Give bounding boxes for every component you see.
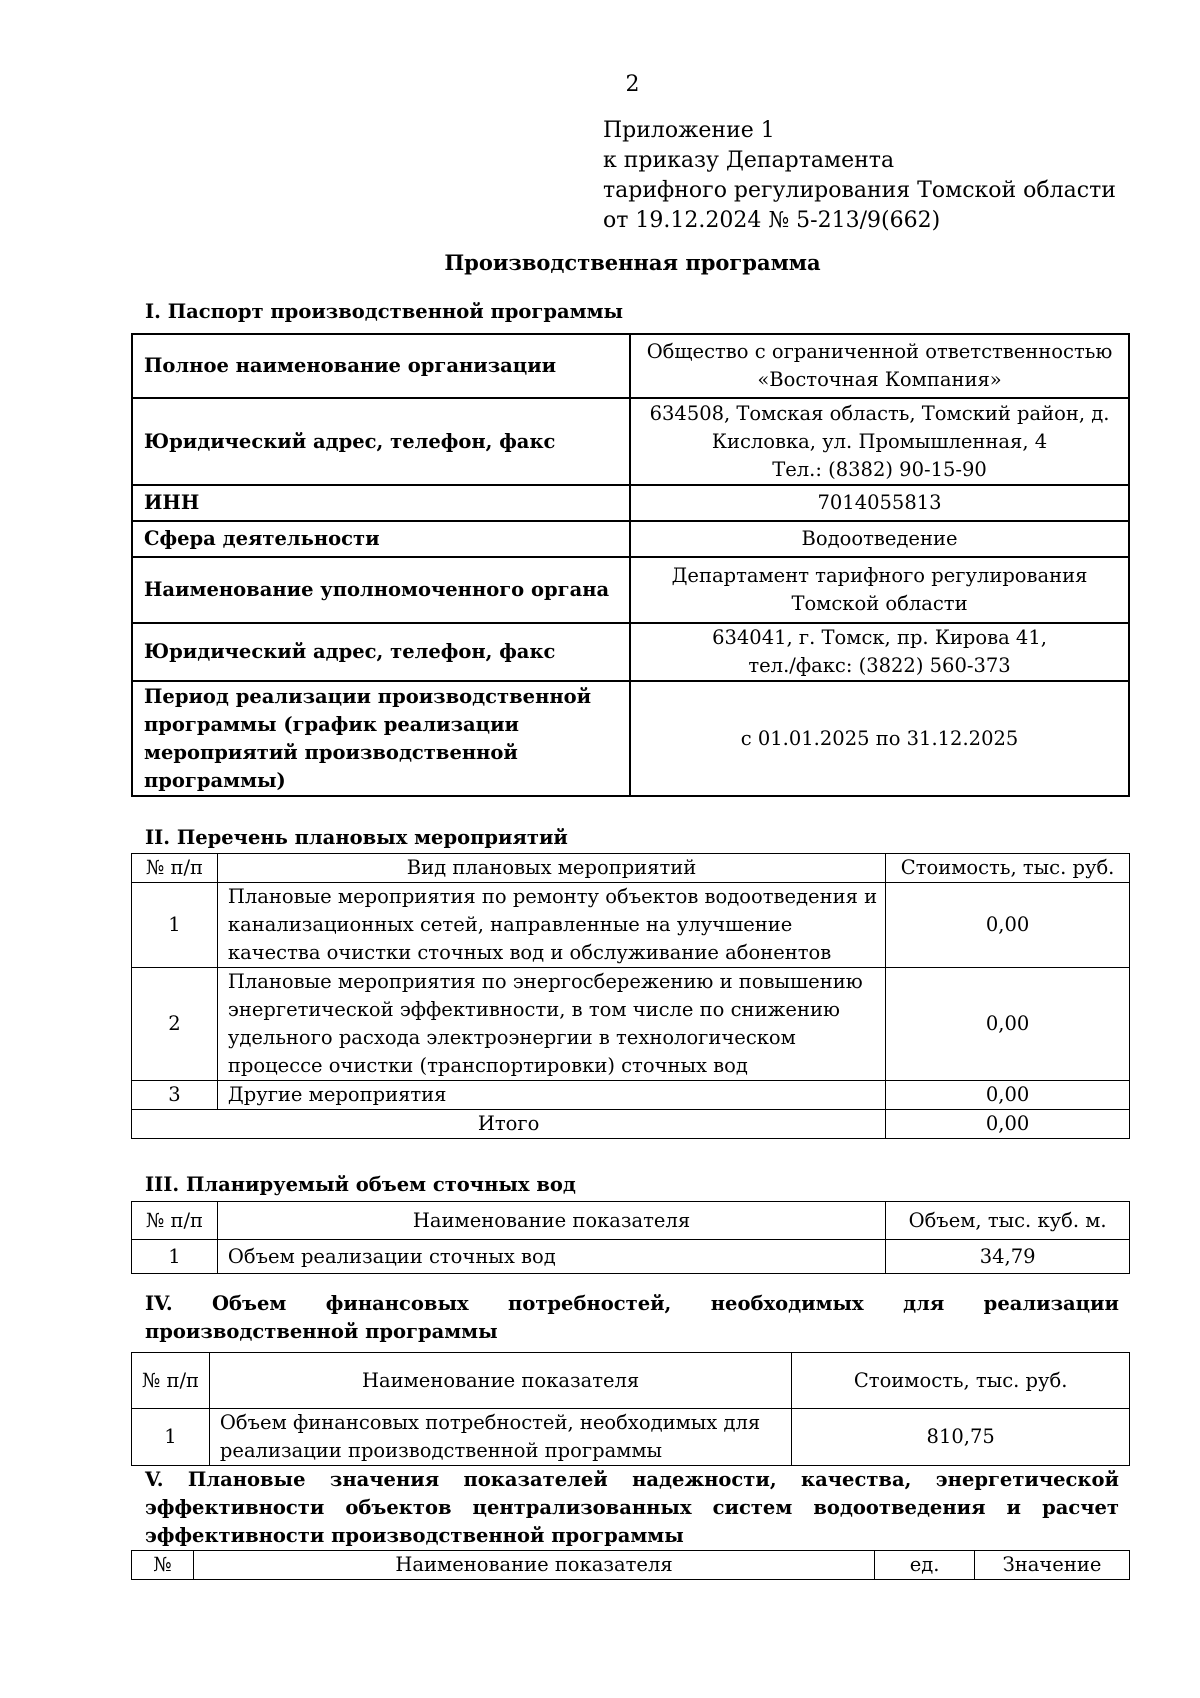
row-name bbox=[209, 1409, 791, 1466]
table-row bbox=[132, 1240, 1130, 1274]
row-value bbox=[630, 334, 1129, 398]
row-number: 3 bbox=[132, 1081, 218, 1110]
value-line: Департамент тарифного регулирования bbox=[671, 564, 1088, 587]
row-number: 2 bbox=[132, 968, 218, 1081]
row-name: Объем реализации сточных вод bbox=[217, 1240, 885, 1274]
value-line: Томской области bbox=[791, 592, 968, 615]
row-cost: 0,00 bbox=[886, 968, 1130, 1081]
label-line: мероприятий производственной bbox=[144, 740, 518, 764]
text-line: качества очистки сточных вод и обслуживание абонентов bbox=[227, 941, 832, 964]
column-header: Объем, тыс. куб. м. bbox=[886, 1202, 1130, 1240]
appendix-block bbox=[603, 116, 1116, 236]
column-header: Стоимость, тыс. руб. bbox=[886, 854, 1130, 883]
table-row bbox=[132, 681, 1129, 796]
table-row bbox=[132, 485, 1129, 521]
value-line: Тел.: (8382) 90-15-90 bbox=[772, 457, 987, 481]
table-row bbox=[132, 968, 1130, 1081]
column-header: Вид плановых мероприятий bbox=[217, 854, 885, 883]
row-value bbox=[630, 557, 1129, 623]
row-number: 1 bbox=[132, 1240, 218, 1274]
row-label: Юридический адрес, телефон, факс bbox=[132, 623, 630, 681]
text-line: процессе очистки (транспортировки) сточных вод bbox=[227, 1054, 748, 1077]
column-header: Стоимость, тыс. руб. bbox=[792, 1353, 1130, 1409]
text-line: Плановые мероприятия по энергосбережению и повышению bbox=[227, 970, 863, 993]
text-line: Объем финансовых потребностей, необходимых для bbox=[219, 1411, 761, 1434]
page-number: 2 bbox=[625, 72, 640, 97]
label-line: Период реализации производственной bbox=[144, 684, 592, 708]
row-number: 1 bbox=[132, 883, 218, 968]
table-row bbox=[132, 623, 1129, 681]
section-3-heading: III. Планируемый объем сточных вод bbox=[145, 1173, 576, 1196]
text-line: реализации производственной программы bbox=[219, 1439, 663, 1462]
table-header-row bbox=[132, 1551, 1130, 1580]
row-value bbox=[630, 398, 1129, 485]
row-label: Юридический адрес, телефон, факс bbox=[132, 398, 630, 485]
text-line: канализационных сетей, направленные на улучшение bbox=[227, 913, 793, 936]
row-value: 34,79 bbox=[886, 1240, 1130, 1274]
total-row bbox=[132, 1110, 1130, 1139]
indicators-table bbox=[131, 1550, 1130, 1580]
value-line: «Восточная Компания» bbox=[757, 368, 1002, 391]
label-line: программы) bbox=[144, 768, 286, 792]
value-line: Кисловка, ул. Промышленная, 4 bbox=[711, 429, 1048, 453]
row-label bbox=[132, 681, 630, 796]
text-line: Плановые мероприятия по ремонту объектов водоотведения и bbox=[227, 885, 878, 908]
table-row bbox=[132, 1081, 1130, 1110]
table-row bbox=[132, 521, 1129, 557]
appendix-line: к приказу Департамента bbox=[603, 148, 895, 173]
column-header: № п/п bbox=[132, 1202, 218, 1240]
document-title: Производственная программа bbox=[444, 250, 821, 275]
column-header: ед. bbox=[875, 1551, 975, 1580]
row-value bbox=[630, 681, 1129, 796]
row-value: 810,75 bbox=[792, 1409, 1130, 1466]
passport-table bbox=[131, 333, 1130, 797]
row-label: Полное наименование организации bbox=[132, 334, 630, 398]
appendix-line: Приложение 1 bbox=[603, 118, 775, 143]
table-header-row bbox=[132, 854, 1130, 883]
table-row bbox=[132, 557, 1129, 623]
value-line: Общество с ограниченной ответственностью bbox=[646, 340, 1113, 363]
appendix-line: от 19.12.2024 № 5-213/9(662) bbox=[603, 208, 941, 233]
column-header: № п/п bbox=[132, 1353, 210, 1409]
section-2-heading: II. Перечень плановых мероприятий bbox=[145, 826, 568, 849]
row-cost: 0,00 bbox=[886, 883, 1130, 968]
value-line: тел./факс: (3822) 560-373 bbox=[748, 654, 1011, 677]
row-value bbox=[630, 623, 1129, 681]
section-5-heading: V. Плановые значения показателей надежности, качества, энергетической эффективности объектов централизованных систем водоотведения и расчет эффективности производственной программы bbox=[145, 1468, 1119, 1547]
total-value: 0,00 bbox=[886, 1110, 1130, 1139]
row-value bbox=[630, 521, 1129, 557]
section-1-heading: I. Паспорт производственной программы bbox=[145, 300, 624, 323]
column-header: № п/п bbox=[132, 854, 218, 883]
row-value bbox=[630, 485, 1129, 521]
text-line: Другие мероприятия bbox=[227, 1083, 447, 1106]
text-line: энергетической эффективности, в том числе по снижению bbox=[227, 998, 840, 1021]
table-row bbox=[132, 334, 1129, 398]
section-4-heading: IV. Объем финансовых потребностей, необходимых для реализации производственной программы bbox=[145, 1292, 1119, 1343]
column-header: № bbox=[132, 1551, 194, 1580]
appendix-line: тарифного регулирования Томской области bbox=[603, 178, 1116, 203]
row-label: ИНН bbox=[132, 485, 630, 521]
label-line: программы (график реализации bbox=[144, 712, 520, 736]
table-row bbox=[132, 1409, 1130, 1466]
table-row bbox=[132, 398, 1129, 485]
row-description bbox=[217, 883, 885, 968]
text-line: удельного расхода электроэнергии в технологическом bbox=[227, 1026, 796, 1049]
table-header-row bbox=[132, 1202, 1130, 1240]
value-line: Водоотведение bbox=[801, 527, 958, 550]
table-row bbox=[132, 883, 1130, 968]
total-label: Итого bbox=[132, 1110, 886, 1139]
column-header: Значение bbox=[975, 1551, 1130, 1580]
row-label: Наименование уполномоченного органа bbox=[132, 557, 630, 623]
column-header: Наименование показателя bbox=[217, 1202, 885, 1240]
table-header-row bbox=[132, 1353, 1130, 1409]
row-description bbox=[217, 968, 885, 1081]
value-line: 7014055813 bbox=[817, 491, 942, 514]
row-cost: 0,00 bbox=[886, 1081, 1130, 1110]
financial-needs-table bbox=[131, 1352, 1130, 1466]
value-line: 634508, Томская область, Томский район, д. bbox=[649, 401, 1110, 425]
value-line: 634041, г. Томск, пр. Кирова 41, bbox=[712, 626, 1047, 649]
row-description bbox=[217, 1081, 885, 1110]
row-number: 1 bbox=[132, 1409, 210, 1466]
measures-table bbox=[131, 853, 1130, 1139]
column-header: Наименование показателя bbox=[209, 1353, 791, 1409]
row-label: Сфера деятельности bbox=[132, 521, 630, 557]
value-line: с 01.01.2025 по 31.12.2025 bbox=[740, 726, 1019, 750]
column-header: Наименование показателя bbox=[193, 1551, 874, 1580]
wastewater-volume-table bbox=[131, 1201, 1130, 1274]
